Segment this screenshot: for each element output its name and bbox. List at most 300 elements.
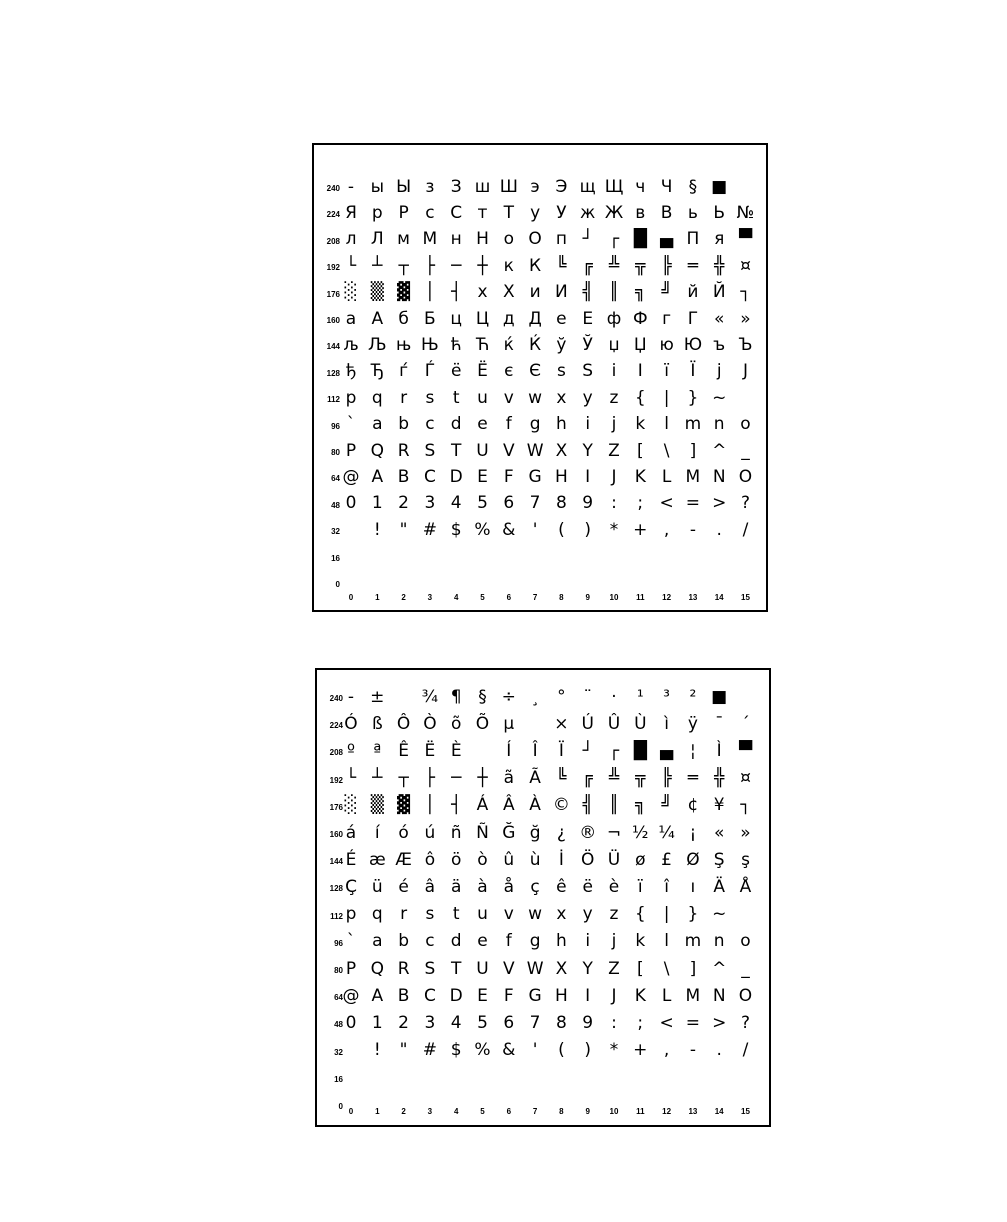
glyph-cell: Y (582, 440, 593, 461)
glyph-cell: 9 (582, 493, 594, 514)
glyph-cell: * (609, 1040, 619, 1061)
glyph-cell: н (450, 229, 462, 250)
glyph-cell: g (529, 931, 541, 952)
glyph-cell (706, 1065, 732, 1091)
glyph-cell: / (742, 519, 749, 540)
glyph-cell: ▒ (370, 282, 384, 303)
glyph-cell: · (611, 686, 617, 707)
glyph-cell: ^ (712, 440, 727, 461)
glyph-cell: ^ (712, 958, 727, 979)
glyph-cell: ù (529, 849, 541, 870)
glyph-cell: f (505, 414, 512, 435)
row-label: 224 (326, 210, 340, 220)
glyph-cell (601, 570, 627, 596)
glyph-cell: О (528, 229, 542, 250)
glyph-cell: ï (637, 876, 643, 897)
glyph-cell: - (689, 1040, 696, 1061)
glyph-cell: ? (740, 493, 751, 514)
row-label: 32 (334, 1047, 343, 1057)
glyph-cell: ╦ (635, 255, 646, 276)
glyph-cell (338, 1038, 364, 1064)
glyph-cell: њ (395, 334, 412, 355)
glyph-cell: у (530, 202, 541, 223)
glyph-cell: Л (370, 229, 384, 250)
glyph-cell (496, 1092, 522, 1118)
glyph-cell: ( (558, 519, 565, 540)
glyph-cell (364, 570, 390, 596)
glyph-cell: ░ (344, 282, 358, 303)
table-grid (314, 145, 766, 610)
glyph-cell (733, 1065, 759, 1091)
glyph-cell: У (556, 202, 567, 223)
glyph-cell: ћ (450, 334, 462, 355)
column-label: 1 (375, 1107, 380, 1116)
glyph-cell: £ (661, 849, 672, 870)
glyph-cell: a (372, 414, 383, 435)
glyph-cell: Ы (396, 176, 412, 197)
glyph-cell (417, 1065, 443, 1091)
glyph-cell (522, 570, 548, 596)
glyph-cell: ë (582, 876, 593, 897)
glyph-cell: б (398, 308, 409, 329)
glyph-cell: ы (370, 176, 385, 197)
glyph-cell (522, 1092, 548, 1118)
glyph-cell: Њ (421, 334, 439, 355)
glyph-cell: | (663, 387, 670, 408)
glyph-cell: щ (579, 176, 596, 197)
glyph-cell: █ (633, 229, 647, 250)
glyph-cell: ├ (424, 768, 436, 789)
glyph-cell: y (582, 904, 593, 925)
glyph-cell: \ (663, 958, 670, 979)
glyph-cell: a (372, 931, 383, 952)
row-label: 96 (331, 421, 340, 431)
column-label: 10 (609, 593, 619, 602)
glyph-cell: _ (741, 958, 750, 979)
glyph-cell: Ў (582, 334, 593, 355)
glyph-cell: Й (712, 282, 726, 303)
glyph-cell: ¶ (450, 686, 462, 707)
glyph-cell: ª (373, 740, 382, 761)
glyph-cell: y (582, 387, 593, 408)
glyph-cell: Ï (558, 740, 564, 761)
glyph-cell: U (476, 440, 489, 461)
glyph-cell: A (371, 466, 384, 487)
glyph-cell: ї (664, 361, 669, 382)
glyph-cell: Ş (713, 849, 725, 870)
row-label: 80 (334, 966, 343, 975)
glyph-cell: B (397, 466, 410, 487)
glyph-cell (706, 1092, 732, 1118)
glyph-cell: < (659, 1012, 674, 1033)
row-label: 64 (334, 993, 343, 1003)
glyph-cell: - (689, 519, 696, 540)
glyph-cell (391, 1092, 417, 1118)
glyph-cell (548, 1092, 574, 1118)
glyph-cell: я (714, 229, 725, 250)
glyph-cell (496, 1065, 522, 1091)
column-label: 6 (506, 593, 512, 602)
glyph-cell: J (611, 985, 617, 1006)
glyph-cell: Í (506, 740, 512, 761)
glyph-cell: ф (606, 308, 622, 329)
glyph-cell: í (374, 822, 380, 843)
glyph-cell: q (371, 904, 383, 925)
glyph-cell (443, 1092, 469, 1118)
column-label: 2 (401, 593, 406, 602)
glyph-cell: / (742, 1040, 749, 1061)
glyph-cell: В (660, 202, 673, 223)
glyph-cell: Û (607, 713, 621, 734)
glyph-cell (443, 570, 469, 596)
glyph-cell: æ (368, 849, 386, 870)
glyph-cell: ¸ (530, 686, 540, 707)
glyph-cell (364, 1065, 390, 1091)
glyph-cell: L (661, 466, 672, 487)
glyph-cell: Ë (424, 740, 436, 761)
glyph-cell: Ú (581, 713, 594, 734)
glyph-cell: Ù (634, 713, 647, 734)
glyph-cell: Ъ (738, 334, 753, 355)
glyph-cell (522, 711, 548, 737)
row-label: 128 (326, 368, 340, 378)
glyph-cell: ═ (687, 255, 699, 276)
glyph-cell: Ф (632, 308, 648, 329)
glyph-cell (391, 1065, 417, 1091)
glyph-cell: » (740, 822, 751, 843)
glyph-cell: ш (474, 176, 491, 197)
glyph-cell: ® (579, 822, 597, 843)
column-label: 0 (348, 1107, 354, 1116)
glyph-cell: є (504, 361, 514, 382)
glyph-cell: ╚ (556, 768, 567, 789)
glyph-cell: d (450, 414, 462, 435)
glyph-cell (627, 1065, 653, 1091)
glyph-cell: а (345, 308, 357, 329)
glyph-cell: } (687, 904, 699, 925)
glyph-cell: @ (342, 466, 360, 487)
column-label: 4 (453, 593, 459, 602)
glyph-cell: | (663, 904, 670, 925)
glyph-cell: ─ (451, 768, 462, 789)
glyph-cell: g (529, 414, 541, 435)
glyph-cell: w (528, 387, 543, 408)
glyph-cell (548, 570, 574, 596)
column-label: 5 (480, 1107, 485, 1116)
glyph-cell: ѕ (556, 361, 566, 382)
glyph-cell (733, 684, 759, 710)
glyph-cell: * (609, 519, 619, 540)
glyph-cell: è (608, 876, 620, 897)
glyph-cell: : (611, 1012, 617, 1033)
glyph-cell: f (505, 931, 512, 952)
glyph-cell: т (477, 202, 488, 223)
glyph-cell: o (740, 931, 751, 952)
glyph-cell: « (713, 308, 725, 329)
glyph-cell: и (529, 282, 541, 303)
glyph-cell: k (635, 414, 646, 435)
glyph-cell: Ã (529, 768, 541, 789)
glyph-cell: z (609, 387, 619, 408)
glyph-cell (364, 544, 390, 570)
glyph-cell: К (529, 255, 542, 276)
glyph-cell: ┴ (372, 768, 383, 789)
glyph-cell: [ (636, 440, 644, 461)
glyph-cell: S (424, 958, 436, 979)
glyph-cell: µ (503, 713, 515, 734)
glyph-cell (364, 1092, 390, 1118)
glyph-cell: і (611, 361, 617, 382)
glyph-cell: V (502, 440, 515, 461)
glyph-cell: H (554, 985, 568, 1006)
glyph-cell: O (738, 466, 753, 487)
glyph-cell: ] (689, 440, 697, 461)
glyph-cell: ќ (503, 334, 514, 355)
glyph-cell: ÷ (501, 686, 516, 707)
glyph-cell: Ó (344, 713, 358, 734)
glyph-cell: ▓ (397, 795, 411, 816)
glyph-cell: [ (636, 958, 644, 979)
glyph-cell: ( (558, 1040, 565, 1061)
glyph-cell: ¨ (583, 686, 592, 707)
column-label: 3 (427, 1107, 433, 1116)
glyph-cell: i (585, 414, 591, 435)
glyph-cell: 3 (424, 1012, 436, 1033)
glyph-cell: ║ (608, 795, 620, 816)
glyph-cell: ё (450, 361, 462, 382)
glyph-cell: 3 (424, 493, 436, 514)
glyph-cell: Т (503, 202, 514, 223)
glyph-cell: ¼ (658, 822, 675, 843)
column-label: 11 (636, 593, 645, 602)
glyph-cell: Џ (633, 334, 647, 355)
glyph-cell: Ю (683, 334, 703, 355)
glyph-cell: Q (370, 958, 384, 979)
glyph-cell: E (477, 466, 488, 487)
glyph-cell: ä (450, 876, 462, 897)
glyph-cell: Э (555, 176, 568, 197)
row-label: 112 (330, 911, 343, 921)
column-label: 8 (559, 593, 564, 602)
glyph-cell: ╚ (556, 255, 567, 276)
glyph-cell: З (450, 176, 462, 197)
glyph-cell (417, 570, 443, 596)
glyph-cell: b (398, 931, 409, 952)
glyph-cell (338, 570, 364, 596)
glyph-cell: = (685, 1012, 701, 1033)
glyph-cell (680, 544, 706, 570)
glyph-cell: C (423, 466, 436, 487)
glyph-cell (443, 1065, 469, 1091)
glyph-cell: ▒ (370, 795, 384, 816)
glyph-cell: İ (558, 849, 564, 870)
column-label: 8 (559, 1107, 564, 1116)
glyph-cell: c (425, 931, 435, 952)
glyph-cell: п (555, 229, 567, 250)
glyph-cell: ~ (712, 904, 727, 925)
glyph-cell: ┼ (477, 768, 488, 789)
glyph-cell: ╠ (661, 255, 672, 276)
glyph-cell: } (687, 387, 699, 408)
glyph-cell: ў (556, 334, 567, 355)
glyph-cell: û (503, 849, 515, 870)
glyph-cell: < (659, 493, 674, 514)
glyph-cell (417, 1092, 443, 1118)
glyph-cell: 6 (503, 493, 515, 514)
glyph-cell: ┤ (451, 795, 462, 816)
glyph-cell: ` (346, 931, 356, 952)
column-label: 14 (714, 1107, 724, 1116)
column-label: 1 (375, 593, 380, 602)
glyph-cell: ô (424, 849, 436, 870)
glyph-cell: K (634, 466, 646, 487)
code-page-table-1 (312, 143, 768, 612)
column-label: 3 (427, 593, 433, 602)
glyph-cell: 1 (371, 493, 383, 514)
glyph-cell: 0 (345, 1012, 357, 1033)
glyph-cell: Ä (713, 876, 725, 897)
glyph-cell: × (554, 713, 569, 734)
glyph-cell: - (347, 686, 355, 707)
glyph-cell (733, 570, 759, 596)
glyph-cell: z (609, 904, 619, 925)
glyph-cell (417, 544, 443, 570)
glyph-cell: ▀ (738, 229, 753, 250)
column-label: 7 (532, 1107, 538, 1116)
glyph-cell (654, 1065, 680, 1091)
glyph-cell: h (556, 931, 567, 952)
glyph-cell: к (503, 255, 514, 276)
column-label: 15 (741, 593, 750, 602)
glyph-cell: └ (345, 255, 357, 276)
row-label: 0 (335, 580, 340, 589)
glyph-cell: P (345, 440, 357, 461)
glyph-cell: H (554, 466, 568, 487)
glyph-cell: Ж (604, 202, 624, 223)
glyph-cell: ц (450, 308, 462, 329)
glyph-cell: 4 (450, 493, 462, 514)
glyph-cell: Н (476, 229, 489, 250)
glyph-cell: ê (556, 876, 567, 897)
glyph-cell: Y (582, 958, 593, 979)
glyph-cell: v (503, 387, 514, 408)
glyph-cell: в (635, 202, 646, 223)
glyph-cell: { (634, 904, 646, 925)
glyph-cell (733, 1092, 759, 1118)
row-label: 16 (331, 553, 340, 563)
glyph-cell: b (398, 414, 409, 435)
column-label: 9 (585, 593, 590, 602)
glyph-cell: A (371, 985, 384, 1006)
glyph-cell: И (555, 282, 568, 303)
glyph-cell: ┬ (398, 255, 409, 276)
glyph-cell: w (528, 904, 543, 925)
glyph-cell: K (634, 985, 646, 1006)
glyph-cell: X (555, 440, 568, 461)
glyph-cell: ) (584, 519, 591, 540)
glyph-cell: з (425, 176, 435, 197)
glyph-cell: ¹ (636, 686, 644, 707)
glyph-cell (522, 544, 548, 570)
glyph-cell: T (450, 440, 462, 461)
glyph-cell: Ê (398, 740, 409, 761)
glyph-cell: õ (450, 713, 462, 734)
glyph-cell: î (664, 876, 669, 897)
glyph-cell: Д (528, 308, 542, 329)
glyph-cell: ╔ (582, 768, 593, 789)
glyph-cell: ; (637, 493, 644, 514)
glyph-cell: Á (476, 795, 489, 816)
glyph-cell: └ (345, 768, 357, 789)
glyph-cell: ¬ (606, 822, 622, 843)
glyph-cell: М (422, 229, 438, 250)
glyph-cell: ö (450, 849, 462, 870)
glyph-cell: Z (608, 440, 620, 461)
glyph-cell: 7 (529, 1012, 541, 1033)
glyph-cell (338, 544, 364, 570)
glyph-cell (654, 544, 680, 570)
column-label: 4 (453, 1107, 459, 1116)
glyph-cell: љ (343, 334, 359, 355)
glyph-cell (575, 570, 601, 596)
row-label: 192 (329, 775, 343, 785)
glyph-cell (470, 1092, 496, 1118)
column-label: 2 (401, 1107, 406, 1116)
glyph-cell: ø (635, 849, 646, 870)
glyph-cell (575, 1065, 601, 1091)
glyph-cell: ½ (632, 822, 649, 843)
glyph-cell (733, 174, 759, 200)
glyph-cell: ┼ (477, 255, 488, 276)
glyph-cell (601, 1092, 627, 1118)
glyph-cell: ° (557, 686, 566, 707)
glyph-cell: │ (424, 795, 436, 816)
glyph-cell: ■ (711, 176, 728, 197)
glyph-cell: + (633, 1040, 648, 1061)
glyph-cell: o (740, 414, 751, 435)
glyph-cell (627, 1092, 653, 1118)
glyph-cell: Щ (604, 176, 624, 197)
glyph-cell: ь (687, 202, 698, 223)
glyph-cell: V (502, 958, 515, 979)
glyph-cell: ђ (345, 361, 357, 382)
glyph-cell (680, 1092, 706, 1118)
glyph-cell (470, 570, 496, 596)
glyph-cell (548, 544, 574, 570)
glyph-cell (575, 1092, 601, 1118)
glyph-cell: % (474, 519, 491, 540)
glyph-cell: ¿ (556, 822, 566, 843)
glyph-cell: ² (689, 686, 697, 707)
glyph-cell: х (477, 282, 488, 303)
glyph-cell: ╝ (661, 282, 672, 303)
glyph-cell: ! (373, 1040, 381, 1061)
glyph-cell: » (740, 308, 751, 329)
glyph-cell: П (686, 229, 700, 250)
glyph-cell: u (477, 904, 488, 925)
glyph-cell: E (477, 985, 488, 1006)
column-label: 5 (480, 593, 485, 602)
glyph-cell (391, 570, 417, 596)
row-label: 224 (329, 721, 343, 731)
glyph-cell: Ё (477, 361, 488, 382)
glyph-cell: § (688, 176, 698, 197)
glyph-cell: È (450, 740, 462, 761)
glyph-cell: ç (530, 876, 540, 897)
row-label: 160 (326, 316, 340, 325)
glyph-cell: é (398, 876, 409, 897)
glyph-cell: 8 (555, 493, 567, 514)
